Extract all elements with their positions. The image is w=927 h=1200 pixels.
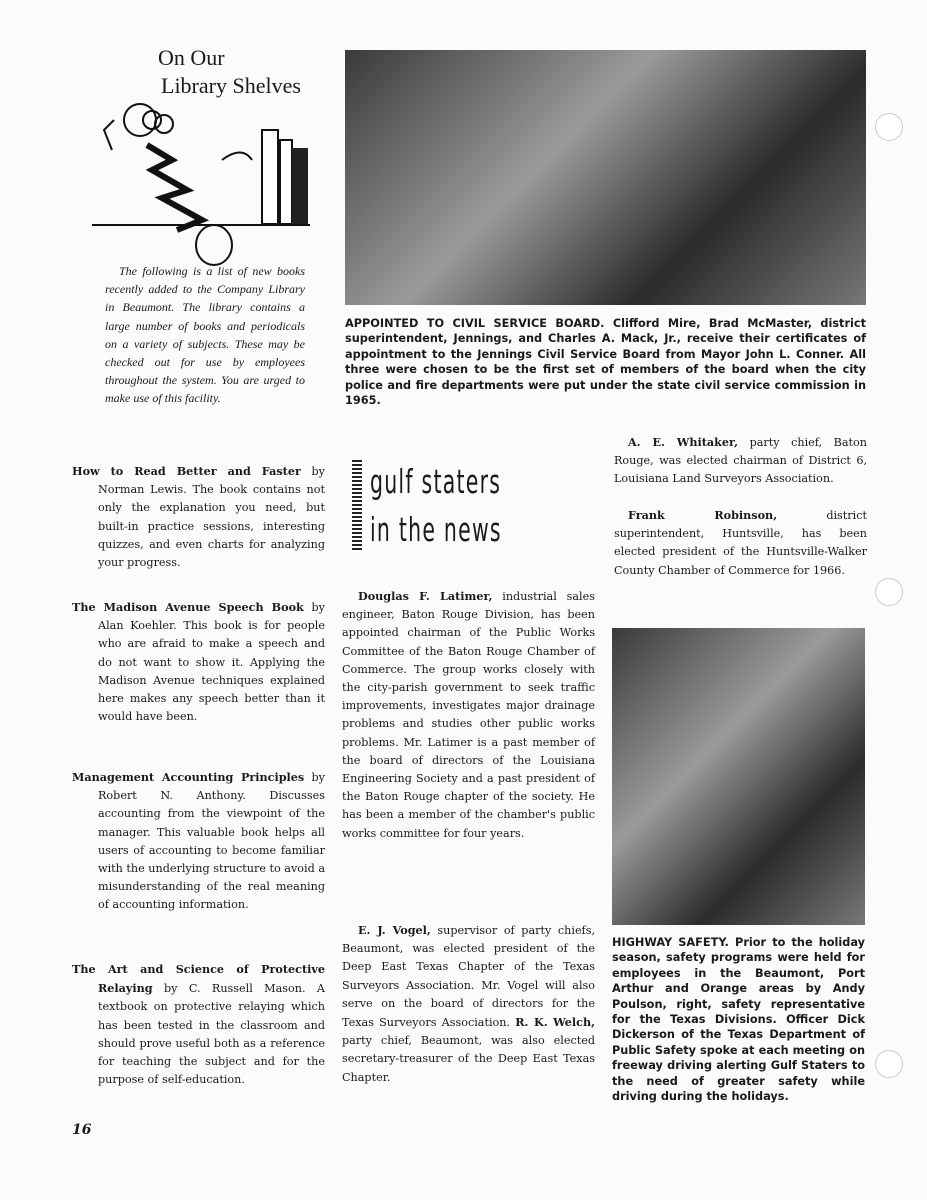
punch-hole <box>875 1050 903 1078</box>
caption-heading: HIGHWAY SAFETY. <box>612 936 729 949</box>
civil-service-board-photo <box>345 50 866 305</box>
book-entry <box>72 768 325 915</box>
library-title-line2: Library Shelves <box>161 73 301 98</box>
news-person-name: Frank Robinson, <box>628 508 778 522</box>
heading-bar-decoration <box>352 460 362 552</box>
highway-safety-photo <box>612 628 865 925</box>
news-person-name: Douglas F. Latimer, <box>358 589 493 603</box>
book-title: The Madison Avenue Speech Book <box>72 600 304 614</box>
punch-hole <box>875 578 903 606</box>
book-description: by Robert N. Anthony. Discusses accounting from the viewpoint of the manager. This valuable book helps all users of accounting to become familiar with the underlying structure to avoid a misunderstanding of the real meaning of accounting information. <box>98 771 325 912</box>
book-entry <box>72 598 325 726</box>
news-item-text: industrial sales engineer, Baton Rouge Division, has been appointed chairman of the Public Works Committee of the Baton Rouge Chamber of Commerce. The group works closely with the city-parish government to seek traffic improvements, investigates major drainage problems and studies other public works problems. Mr. Latimer is a past member of the board of directors of the Louisiana Engineering Society and a past president of the Baton Rouge chapter of the society. He has been a member of the chamber's public works committee for four years. <box>342 590 595 840</box>
book-title: Management Accounting Principles <box>72 770 305 784</box>
book-description: by Alan Koehler. This book is for people who are afraid to make a speech and do not want to show it. Applying the Madison Avenue techniques explained here makes any speech better than it would have been. <box>98 601 326 724</box>
caption-text: Clifford Mire, Brad McMaster, district superintendent, Jennings, and Charles A. Mack, Jr., receive their certificates of appointment to the Jennings Civil Service Board from Mayor John L. Conner. All three were chosen to be the first set of members of the board when the city police and fire departments were put under the state civil service commission in 1965. <box>345 317 867 408</box>
news-item <box>342 921 595 1087</box>
news-person-name: A. E. Whitaker, <box>628 435 739 449</box>
news-item-text: supervisor of party chiefs, Beaumont, was elected president of the Deep East Texas Chapter of the Texas Surveyors Association. Mr. Vogel will also serve on the board of directors for the Texas Surveyors Association. <box>342 924 595 1030</box>
news-item-text: district superintendent, Huntsville, has been elected president of the Huntsville-Walker County Chamber of Commerce for 1966. <box>614 509 867 577</box>
news-item <box>614 506 867 580</box>
page-number: 16 <box>72 1122 92 1138</box>
reddy-kilowatt-illustration <box>92 90 312 270</box>
library-intro: The following is a list of new books recently added to the Company Library in Beaumont. The library contains a large number of books and periodicals on a variety of subjects. These may be checked out for use by employees throughout the system. You are urged to make use of this facility. <box>105 264 305 406</box>
news-heading-line2: in the news <box>370 510 502 549</box>
news-person-name: E. J. Vogel, <box>358 923 431 937</box>
caption-heading: APPOINTED TO CIVIL SERVICE BOARD. <box>345 317 605 330</box>
book-entry <box>72 462 325 572</box>
news-item <box>614 433 867 489</box>
news-heading-line1: gulf staters <box>370 462 502 501</box>
caption-text: Prior to the holiday season, safety programs were held for employees in the Beaumont, Port Arthur and Orange areas by Andy Poulson, right, safety representative for the Texas Divisions. Officer Dick Dickerson of the Texas Department of Public Safety spoke at each meeting on freeway driving alerting Gulf Staters to the need of greater safety while driving during the holidays. <box>612 936 865 1104</box>
news-item-text: party chief, Baton Rouge, was elected chairman of District 6, Louisiana Land Surveyors Association. <box>614 436 867 486</box>
punch-hole <box>875 113 903 141</box>
book-description: by C. Russell Mason. A textbook on protective relaying which has been tested in the classroom and should prove useful both as a reference for teaching the subject and for the purpose of self-education. <box>98 982 325 1087</box>
news-item <box>342 587 595 843</box>
book-description: by Norman Lewis. The book contains not only the explanation you need, but built-in practice sessions, interesting quizzes, and even charts for analyzing your progress. <box>98 465 325 570</box>
book-title: The Art and Science of Protective Relaying <box>72 962 325 996</box>
news-person-name: R. K. Welch, <box>515 1015 595 1030</box>
civil-service-photo-caption <box>345 316 866 408</box>
highway-safety-caption <box>612 935 865 1104</box>
book-entry <box>72 960 325 1089</box>
book-title: How to Read Better and Faster <box>72 464 301 478</box>
library-title-line1: On Our <box>158 45 225 70</box>
news-heading <box>370 458 502 554</box>
news-item-text: party chief, Beaumont, was also elected secretary-treasurer of the Deep East Texas Chapter. <box>342 1034 595 1084</box>
